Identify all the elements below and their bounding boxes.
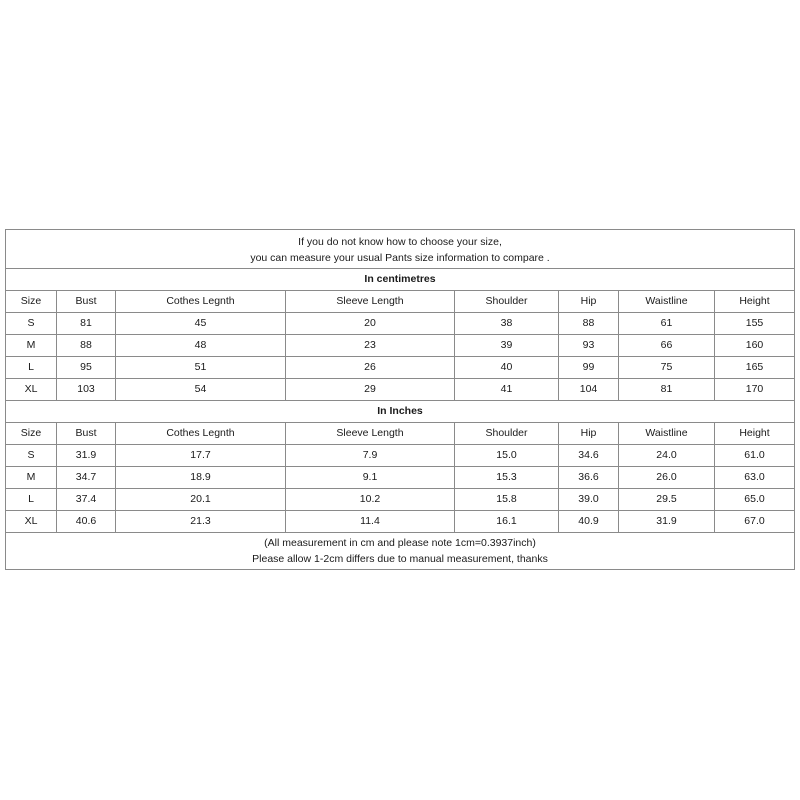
table-row (6, 335, 795, 357)
table-cell: 165 (715, 357, 795, 379)
table-cell: 31.9 (619, 511, 715, 533)
intro-cell (6, 230, 795, 269)
section-title-row (6, 401, 795, 423)
table-cell: 26 (286, 357, 455, 379)
table-cell: 26.0 (619, 467, 715, 489)
column-header: Sleeve Length (286, 423, 455, 445)
table-cell: M (6, 335, 57, 357)
column-header: Hip (559, 291, 619, 313)
table-cell: 39.0 (559, 489, 619, 511)
table-cell: 21.3 (116, 511, 286, 533)
table-cell: 88 (559, 313, 619, 335)
section-title-row (6, 269, 795, 291)
table-cell: L (6, 489, 57, 511)
table-cell: 20.1 (116, 489, 286, 511)
table-cell: 45 (116, 313, 286, 335)
table-cell: 155 (715, 313, 795, 335)
table-cell: 40.6 (57, 511, 116, 533)
table-cell: 29.5 (619, 489, 715, 511)
section-title-centimetres: In centimetres (6, 269, 795, 291)
table-cell: 81 (57, 313, 116, 335)
table-cell: 15.3 (455, 467, 559, 489)
table-cell: 29 (286, 379, 455, 401)
table-cell: 48 (116, 335, 286, 357)
table-cell: 20 (286, 313, 455, 335)
table-cell: 93 (559, 335, 619, 357)
table-cell: S (6, 445, 57, 467)
table-cell: 81 (619, 379, 715, 401)
table-cell: 39 (455, 335, 559, 357)
table-cell: 40 (455, 357, 559, 379)
table-cell: 61.0 (715, 445, 795, 467)
table-cell: 75 (619, 357, 715, 379)
table-cell: L (6, 357, 57, 379)
table-row (6, 379, 795, 401)
footer-cell (6, 533, 795, 570)
table-cell: 63.0 (715, 467, 795, 489)
table-cell: 37.4 (57, 489, 116, 511)
intro-line-1: If you do not know how to choose your size, (298, 236, 502, 248)
column-header: Hip (559, 423, 619, 445)
table-cell: 7.9 (286, 445, 455, 467)
column-header: Size (6, 423, 57, 445)
table-cell: 34.7 (57, 467, 116, 489)
table-cell: 65.0 (715, 489, 795, 511)
table-cell: 10.2 (286, 489, 455, 511)
header-row (6, 291, 795, 313)
section-title-inches: In Inches (6, 401, 795, 423)
column-header: Height (715, 423, 795, 445)
intro-line-2: you can measure your usual Pants size information to compare . (250, 252, 550, 264)
table-row (6, 511, 795, 533)
column-header: Height (715, 291, 795, 313)
table-cell: XL (6, 511, 57, 533)
table-cell: 99 (559, 357, 619, 379)
table-cell: M (6, 467, 57, 489)
table-cell: 11.4 (286, 511, 455, 533)
table-row (6, 467, 795, 489)
table-cell: 17.7 (116, 445, 286, 467)
column-header: Waistline (619, 423, 715, 445)
table-cell: 66 (619, 335, 715, 357)
table-cell: 103 (57, 379, 116, 401)
column-header: Bust (57, 291, 116, 313)
table-row (6, 313, 795, 335)
table-cell: 160 (715, 335, 795, 357)
table-cell: 34.6 (559, 445, 619, 467)
table-cell: 18.9 (116, 467, 286, 489)
table-cell: 51 (116, 357, 286, 379)
table-cell: 88 (57, 335, 116, 357)
table-cell: 9.1 (286, 467, 455, 489)
table-cell: 38 (455, 313, 559, 335)
footer-line-1: (All measurement in cm and please note 1cm=0.3937inch) (264, 537, 536, 549)
table-cell: XL (6, 379, 57, 401)
column-header: Shoulder (455, 291, 559, 313)
column-header: Size (6, 291, 57, 313)
table-row (6, 445, 795, 467)
intro-row (6, 230, 795, 269)
column-header: Shoulder (455, 423, 559, 445)
table-row (6, 357, 795, 379)
table-cell: S (6, 313, 57, 335)
column-header: Waistline (619, 291, 715, 313)
table-cell: 61 (619, 313, 715, 335)
table-cell: 16.1 (455, 511, 559, 533)
column-header: Cothes Legnth (116, 291, 286, 313)
column-header: Cothes Legnth (116, 423, 286, 445)
table-cell: 67.0 (715, 511, 795, 533)
column-header: Sleeve Length (286, 291, 455, 313)
column-header: Bust (57, 423, 116, 445)
table-cell: 41 (455, 379, 559, 401)
table-cell: 31.9 (57, 445, 116, 467)
table-cell: 36.6 (559, 467, 619, 489)
table-cell: 23 (286, 335, 455, 357)
header-row (6, 423, 795, 445)
table-cell: 170 (715, 379, 795, 401)
table-cell: 15.0 (455, 445, 559, 467)
footer-line-2: Please allow 1-2cm differs due to manual measurement, thanks (252, 553, 548, 565)
table-row (6, 489, 795, 511)
table-cell: 104 (559, 379, 619, 401)
footer-row (6, 533, 795, 570)
table-cell: 95 (57, 357, 116, 379)
table-cell: 40.9 (559, 511, 619, 533)
table-cell: 15.8 (455, 489, 559, 511)
size-chart-table (5, 229, 795, 570)
table-cell: 24.0 (619, 445, 715, 467)
table-cell: 54 (116, 379, 286, 401)
